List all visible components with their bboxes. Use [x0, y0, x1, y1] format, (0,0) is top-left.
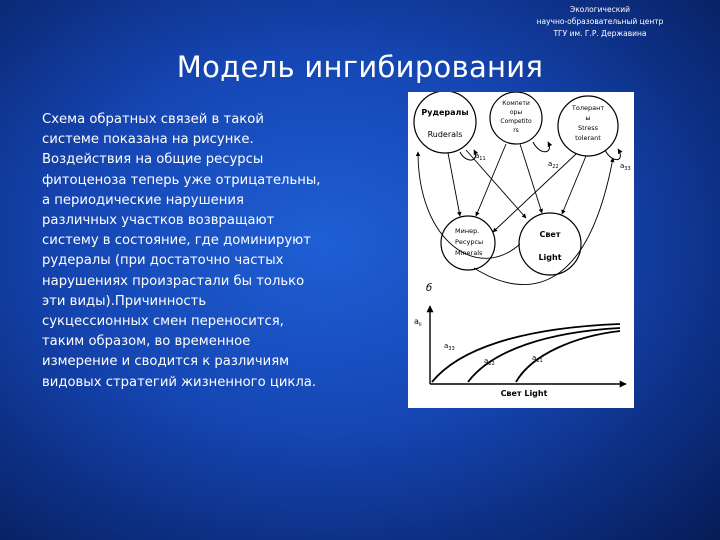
a22-label: $a_{22}$ [548, 160, 559, 170]
light-en-label: Light [538, 253, 562, 262]
body-line: нарушениях произрастали бы только [42, 273, 305, 289]
minerals-label-2: Ресурсы [455, 238, 484, 246]
body-line: рудералы (при достаточно частых [42, 253, 284, 269]
body-line: эти виды).Причинность [42, 293, 207, 309]
tolerants-label-4: tolerant [575, 134, 601, 142]
edge-competitors-light [520, 144, 542, 213]
a33-label: $a_{33}$ [620, 162, 631, 172]
axis-y-label: $a_{ii}$ [414, 317, 422, 328]
header-line-1: Экологический [570, 5, 630, 14]
competitors-label-1: Компети [502, 100, 530, 107]
competitors-label-3: Competito [500, 118, 532, 125]
curve-a33 [432, 324, 620, 382]
competitors-node [490, 92, 542, 144]
ruderals-ru-label: Рудералы [421, 108, 469, 117]
body-text [42, 110, 362, 393]
tolerants-label-3: Stress [578, 124, 598, 132]
competitors-label-4: rs [513, 127, 519, 134]
minerals-node [441, 216, 495, 270]
institution-header [500, 4, 700, 40]
body-line: сукцессионных смен переносится, [42, 314, 284, 330]
header-line-3: ТГУ им. Г.Р. Державина [553, 29, 647, 38]
body-line: фитоценоза теперь уже отрицательны, [42, 172, 321, 188]
edge-ruderals-minerals [448, 153, 460, 216]
inhibition-diagram-figure [408, 92, 634, 408]
body-line: таким образом, во временное [42, 334, 251, 350]
light-node [519, 213, 581, 275]
curve-a11-label: $a_{11}$ [532, 354, 543, 364]
body-line: Воздействия на общие ресурсы [42, 152, 264, 168]
edge-tolerants-light [562, 156, 586, 214]
header-line-2: научно-образовательный центр [536, 17, 664, 26]
body-line: Схема обратных связей в такой [42, 112, 264, 127]
body-line: различных участков возвращают [42, 213, 275, 229]
light-ru-label: Свет [539, 230, 561, 239]
competitors-label-2: оры [509, 109, 523, 116]
edge-ruderals-light [466, 150, 526, 218]
curve-a22-label: $a_{22}$ [484, 357, 495, 367]
body-line: видовых стратегий жизненного цикла. [42, 374, 317, 390]
self-loop-a22 [533, 142, 549, 152]
tolerants-node [558, 96, 618, 156]
body-line: измерение и сводится к различиям [42, 354, 290, 370]
ruderals-node [414, 92, 476, 153]
curve-a33-label: $a_{33}$ [444, 342, 455, 352]
ruderals-en-label: Ruderals [427, 130, 463, 139]
slide-title: Модель ингибирования [176, 50, 544, 84]
body-line: системе показана на рисунке. [42, 132, 254, 148]
tolerants-label-2: ы [585, 114, 591, 122]
body-line: а периодические нарушения [42, 192, 244, 208]
edge-competitors-minerals [476, 144, 506, 216]
body-line: систему в состояние, где доминируют [42, 233, 311, 249]
tolerants-label-1: Толерант [571, 104, 605, 112]
panel-b-label: б [426, 283, 433, 294]
a11-label: $a_{11}$ [475, 152, 486, 162]
diagram-svg [408, 92, 634, 408]
axis-x-label: Свет Light [500, 389, 548, 398]
minerals-label-1: Минер. [455, 227, 480, 235]
minerals-label-3: Minerals [455, 249, 483, 257]
